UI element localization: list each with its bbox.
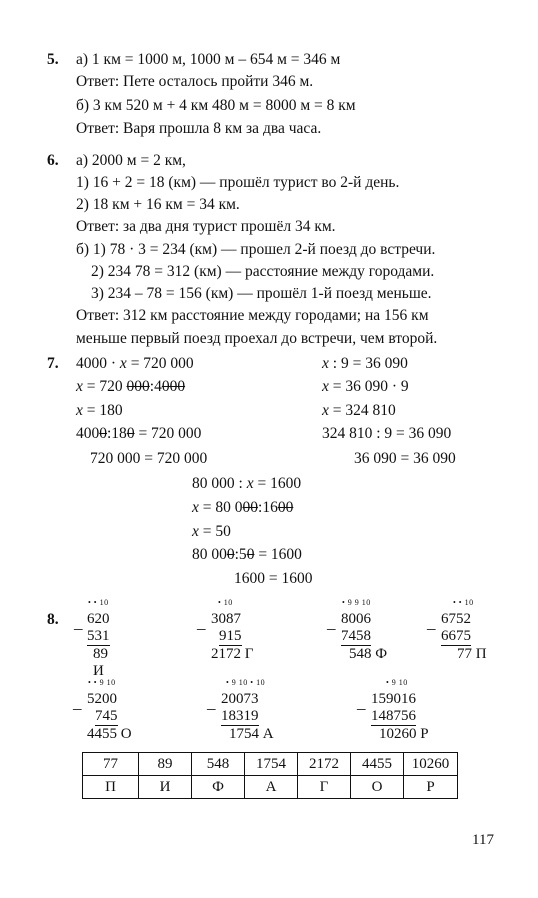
minuend: 620: [87, 611, 110, 627]
minuend: 20073: [221, 691, 259, 707]
subtraction-problem-5: [72, 674, 152, 743]
minus-sign: _: [427, 613, 436, 632]
minuend: 8006: [341, 611, 371, 627]
table-row-numbers: [83, 753, 458, 776]
task-7-number: 7.: [47, 355, 59, 372]
difference: 77: [457, 646, 472, 662]
borrow-marks: • • 10: [453, 598, 474, 607]
table-cell: 4455: [351, 753, 404, 776]
table-cell: Ф: [192, 776, 245, 799]
difference: 548: [349, 646, 372, 662]
table-cell: О: [351, 776, 404, 799]
task-7-center-line-1: 80 000 : x = 1600: [192, 475, 302, 492]
task-6-b-step-2: 2) 234 78 = 312 (км) — расстояние между городами.: [91, 263, 435, 280]
task-7-left-line-4: 4000:180 = 720 000: [76, 425, 202, 442]
letter: Ф: [375, 646, 388, 662]
subtraction-problem-1: [72, 594, 122, 680]
task-5-b: б) 3 км 520 м + 4 км 480 м = 8000 м = 8 км: [76, 97, 356, 114]
subtraction-problem-3: [326, 594, 406, 663]
borrow-marks: • 9 10 • 10: [226, 678, 266, 687]
task-7-left-line-1: 4000 · x = 720 000: [76, 355, 194, 372]
task-7-center-line-2: x = 80 000:1600: [192, 499, 294, 516]
task-7-left-line-2: x = 720 000:4000: [76, 378, 186, 395]
subtraction-problem-7: [356, 674, 456, 743]
task-6-a-answer: Ответ: за два дня турист прошёл 34 км.: [76, 218, 336, 235]
subtrahend: 7458: [341, 628, 371, 644]
table-cell: 10260: [404, 753, 458, 776]
task-6-b-answer-line-2: меньше первый поезд проехал до встречи, чем второй.: [76, 330, 438, 347]
table-cell: 2172: [298, 753, 351, 776]
task-5-b-answer: Ответ: Варя прошла 8 км за два часа.: [76, 120, 322, 137]
letter: Р: [420, 726, 429, 742]
task-6-b-answer-line-1: Ответ: 312 км расстояние между городами; на 156 км: [76, 307, 429, 324]
minus-sign: _: [327, 613, 336, 632]
minuend: 5200: [87, 691, 117, 707]
table-cell: А: [245, 776, 298, 799]
difference: 1754: [229, 726, 259, 742]
task-7-left-line-3: x = 180: [76, 402, 123, 419]
subtrahend: 531: [87, 628, 110, 644]
task-7-right-line-2: x = 36 090 · 9: [322, 378, 409, 395]
letter: П: [475, 646, 487, 662]
subtraction-problem-4: [426, 594, 516, 663]
letter: О: [120, 726, 132, 742]
borrow-marks: • • 10: [88, 598, 109, 607]
borrow-marks: • • 9 10: [88, 678, 116, 687]
task-7-right-line-5: 36 090 = 36 090: [354, 450, 456, 467]
minus-sign: _: [357, 693, 366, 712]
subtrahend: 915: [219, 628, 242, 644]
minus-sign: _: [74, 613, 83, 632]
task-5-a-answer: Ответ: Пете осталось пройти 346 м.: [76, 73, 314, 90]
task-6-a-step-1: 1) 16 + 2 = 18 (км) — прошёл турист во 2-й день.: [76, 174, 400, 191]
minus-sign: _: [207, 693, 216, 712]
table-cell: 89: [139, 753, 192, 776]
task-5-number: 5.: [47, 51, 59, 68]
task-6-number: 6.: [47, 152, 59, 169]
minuend: 6752: [441, 611, 471, 627]
borrow-marks: • 9 10: [386, 678, 408, 687]
table-cell: Г: [298, 776, 351, 799]
borrow-marks: • 9 9 10: [342, 598, 371, 607]
task-6-a-step-2: 2) 18 км + 16 км = 34 км.: [76, 196, 240, 213]
subtrahend: 148756: [371, 708, 416, 724]
table-cell: 1754: [245, 753, 298, 776]
minuend: 3087: [211, 611, 241, 627]
task-7-left-line-5: 720 000 = 720 000: [90, 450, 208, 467]
page-number: 117: [472, 832, 494, 848]
task-7-right-line-1: x : 9 = 36 090: [322, 355, 408, 372]
letter: Г: [244, 646, 254, 662]
task-6-a: а) 2000 м = 2 км,: [76, 152, 186, 169]
task-7-center-line-4: 80 000:50 = 1600: [192, 546, 302, 563]
minuend: 159016: [371, 691, 416, 707]
difference: 4455: [87, 726, 117, 742]
letter: И: [93, 663, 104, 679]
difference: 2172: [211, 646, 241, 662]
table-cell: П: [83, 776, 139, 799]
subtrahend: 6675: [441, 628, 471, 644]
subtraction-problem-2: [196, 594, 276, 663]
table-cell: Р: [404, 776, 458, 799]
subtrahend: 745: [95, 708, 118, 724]
subtraction-problem-6: [206, 674, 296, 743]
borrow-marks: • 10: [218, 598, 233, 607]
difference: 89: [93, 646, 108, 662]
task-6-b-step-1: б) 1) 78 · 3 = 234 (км) — прошел 2-й поезд до встречи.: [76, 241, 436, 258]
table-cell: 77: [83, 753, 139, 776]
table-cell: И: [139, 776, 192, 799]
table-row-letters: [83, 776, 458, 799]
task-5-a: а) 1 км = 1000 м, 1000 м – 654 м = 346 м: [76, 51, 341, 68]
answer-table: [82, 752, 458, 799]
task-7-center-line-3: x = 50: [192, 523, 231, 540]
task-7-right-line-4: 324 810 : 9 = 36 090: [322, 425, 452, 442]
difference: 10260: [379, 726, 417, 742]
task-8-number: 8.: [47, 611, 59, 628]
table-cell: 548: [192, 753, 245, 776]
minus-sign: _: [197, 613, 206, 632]
minus-sign: _: [73, 693, 82, 712]
task-7-right-line-3: x = 324 810: [322, 402, 396, 419]
task-6-b-step-3: 3) 234 – 78 = 156 (км) — прошёл 1-й поезд меньше.: [91, 285, 432, 302]
letter: А: [262, 726, 274, 742]
subtrahend: 18319: [221, 708, 259, 724]
task-7-center-line-5: 1600 = 1600: [234, 570, 313, 587]
